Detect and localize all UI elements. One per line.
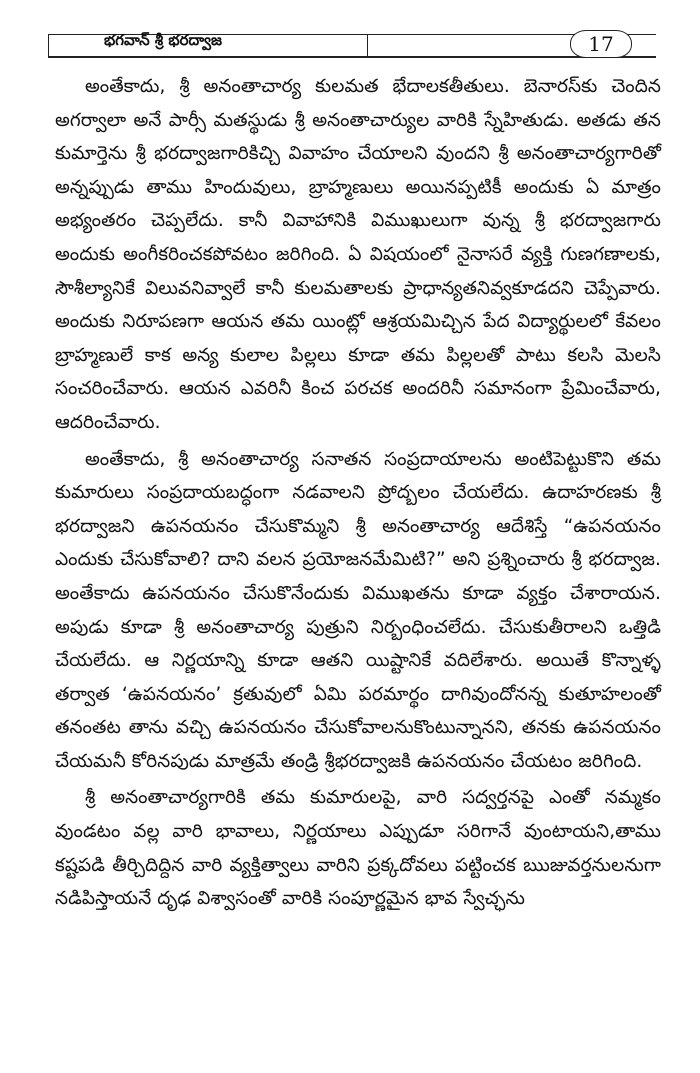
running-header (48, 28, 656, 58)
paragraph-1: అంతేకాదు, శ్రీ అనంతాచార్య కులమత భేదాలకతీతులు. బెనారస్‌కు చెందిన అగర్వాలా అనే పార్సీ మతస్థుడు శ్రీ అనంతాచార్యుల వారికి స్నేహితుడు. అతడు తన కుమార్తెను శ్రీ భరద్వాజగారికిచ్చి వివాహం చేయాలని వుందని శ్రీ అనంతాచార్యగారితో అన్నప్పుడు తాము హిందువులు, బ్రాహ్మణులు అయినప్పటికీ అందుకు ఏ మాత్రం అభ్యంతరం చెప్పలేదు. కానీ వివాహానికి విముఖులుగా వున్న శ్రీ భరద్వాజగారు అందుకు అంగీకరించకపోవటం జరిగింది. ఏ విషయంలో నైనాసరే వ్యక్తి గుణగణాలకు, సౌశీల్యానికే విలువనివ్వాలే కానీ కులమతాలకు ప్రాధాన్యతనివ్వకూడదని చెప్పేవారు. అందుకు నిరూపణగా ఆయన తమ యింట్లో ఆశ్రయమిచ్చిన పేద విద్యార్థులలో కేవలం బ్రాహ్మణులే కాక అన్య కులాల పిల్లలు కూడా తమ పిల్లలతో పాటు కలసి మెలసి సంచరించేవారు. ఆయన ఎవరినీ కించ పరచక అందరినీ సమానంగా ప్రేమించేవారు, ఆదరించేవారు. (55, 76, 661, 433)
running-title: భగవాన్ శ్రీ భరద్వాజ (104, 31, 222, 49)
paragraph-3: శ్రీ అనంతాచార్యగారికి తమ కుమారులపై, వారి సద్వర్తనపై ఎంతో నమ్మకం వుండటం వల్ల వారి భావాలు, నిర్ణయాలు ఎప్పుడూ సరిగానే వుంటాయని,తాము కష్టపడి తీర్చిదిద్దిన వారి వ్యక్తిత్వాలు వారిని ప్రక్కదోవలు పట్టించక ఋజువర్తనులనుగా నడిపిస్తాయనే దృఢ విశ్వాసంతో వారికి సంపూర్ణమైన భావ స్వేచ్ఛను (55, 787, 661, 910)
paragraph-2: అంతేకాదు, శ్రీ అనంతాచార్య సనాతన సంప్రదాయాలను అంటిపెట్టుకొని తమ కుమారులు సంప్రదాయబద్ధంగా నడవాలని ప్రోద్బలం చేయలేదు. ఉదాహరణకు శ్రీ భరద్వాజని ఉపనయనం చేసుకొమ్మని శ్రీ అనంతాచార్య ఆదేశిస్తే “ఉపనయనం ఎందుకు చేసుకోవాలి? దాని వలన ప్రయోజనమేమిటి?” అని ప్రశ్నించారు శ్రీ భరద్వాజ. అంతేకాదు ఉపనయనం చేసుకొనేందుకు విముఖతను కూడా వ్యక్తం చేశారాయన. అపుడు కూడా శ్రీ అనంతాచార్య పుత్రుని నిర్బంధించలేదు. చేసుకుతీరాలని ఒత్తిడి చేయలేదు. ఆ నిర్ణయాన్ని కూడా ఆతని యిష్టానికే వదిలేశారు. అయితే కొన్నాళ్ళ తర్వాత ‘ఉపనయనం’ క్రతువులో ఏమి పరమార్థం దాగివుందోనన్న కుతూహలంతో తనంతట తాను వచ్చి ఉపనయనం చేసుకోవాలనుకొంటున్నానని, తనకు ఉపనయనం చేయమనీ కోరినపుడు మాత్రమే తండ్రి శ్రీభరద్వాజకి ఉపనయనం చేయటం జరిగింది. (55, 448, 661, 772)
page-number: 17 (570, 30, 632, 58)
page-body (55, 70, 661, 919)
